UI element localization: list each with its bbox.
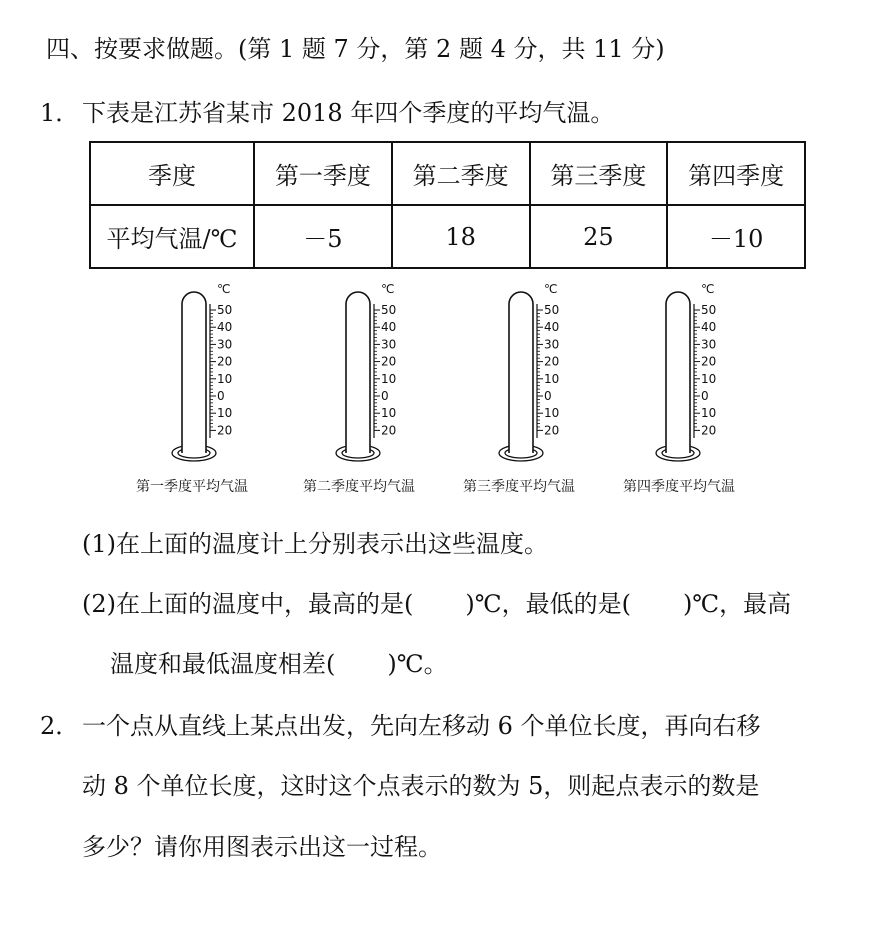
thermometer-caption-4: 第四季度平均气温	[623, 479, 735, 495]
tick-label: 30	[701, 337, 717, 352]
tick-label: 0	[544, 389, 552, 403]
thermometer-tube	[182, 292, 206, 453]
table-row	[90, 205, 805, 268]
table-row	[90, 142, 805, 205]
tick-label: 10	[381, 406, 397, 421]
table-header-label: 季度	[90, 142, 254, 205]
part-2-text-e: )℃。	[387, 650, 448, 678]
thermometer-1[interactable]	[170, 280, 290, 470]
thermometer-tube	[509, 292, 533, 453]
thermometer-tube	[666, 292, 690, 453]
tick-label: 10	[544, 406, 560, 421]
question-1-part-1: (1)在上面的温度计上分别表示出这些温度。	[82, 530, 548, 558]
tick-label: 10	[217, 406, 233, 421]
part-2-text-d: 温度和最低温度相差(	[110, 650, 336, 678]
tick-label: 20	[217, 423, 233, 438]
question-1-text: 下表是江苏省某市 2018 年四个季度的平均气温。	[82, 99, 615, 127]
thermometer-tube	[346, 292, 370, 453]
tick-label: 20	[544, 354, 560, 369]
tick-label: 20	[701, 354, 717, 369]
part-2-text-c: )℃，最高	[682, 590, 792, 618]
tick-label: 50	[217, 303, 233, 317]
tick-label: 10	[544, 371, 560, 386]
tick-label: 40	[217, 320, 233, 335]
part-2-text-b: )℃，最低的是(	[465, 590, 631, 618]
tick-label: 20	[544, 423, 560, 438]
thermometer-caption-1: 第一季度平均气温	[136, 479, 248, 495]
tick-label: 30	[381, 337, 397, 352]
table-cell-quarter-2: 第二季度	[392, 142, 530, 205]
table-row-label: 平均气温/℃	[90, 205, 254, 268]
tick-label: 20	[381, 354, 397, 369]
part-2-text-a: (2)在上面的温度中，最高的是(	[82, 590, 414, 618]
tick-label: 10	[381, 371, 397, 386]
thermometer-graphic	[497, 280, 617, 470]
temperature-table	[89, 141, 806, 269]
question-2-line-1: 一个点从直线上某点出发，先向左移动 6 个单位长度，再向右移	[82, 712, 761, 740]
tick-label: 50	[701, 303, 717, 317]
question-2-line-2: 动 8 个单位长度，这时这个点表示的数为 5，则起点表示的数是	[82, 772, 760, 800]
tick-label: 40	[701, 320, 717, 335]
thermometer-3[interactable]	[497, 280, 617, 470]
tick-label: 0	[381, 389, 389, 403]
thermometer-graphic	[654, 280, 774, 470]
table-cell-temp-4: －10	[667, 205, 805, 268]
tick-label: 0	[701, 389, 709, 403]
tick-label: 50	[381, 303, 397, 317]
thermometer-unit-label: ℃	[544, 282, 558, 296]
question-2-number: 2．	[40, 712, 80, 740]
question-1-part-2-line-2	[110, 649, 448, 679]
tick-label: 0	[217, 389, 225, 403]
thermometer-graphic	[334, 280, 454, 470]
table-cell-quarter-1: 第一季度	[254, 142, 392, 205]
question-2-line-3: 多少？请你用图表示出这一过程。	[82, 833, 442, 861]
tick-label: 50	[544, 303, 560, 317]
tick-label: 10	[217, 371, 233, 386]
thermometer-unit-label: ℃	[381, 282, 395, 296]
thermometer-unit-label: ℃	[217, 282, 231, 296]
tick-label: 10	[701, 406, 717, 421]
tick-label: 40	[381, 320, 397, 335]
tick-label: 30	[544, 337, 560, 352]
thermometer-caption-2: 第二季度平均气温	[303, 479, 415, 495]
tick-label: 20	[217, 354, 233, 369]
question-1-part-2-line-1	[82, 589, 791, 619]
thermometer-graphic	[170, 280, 290, 470]
table-cell-quarter-4: 第四季度	[667, 142, 805, 205]
tick-label: 40	[544, 320, 560, 335]
question-1-number: 1．	[40, 99, 80, 127]
table-cell-temp-1: －5	[254, 205, 392, 268]
tick-label: 20	[381, 423, 397, 438]
table-cell-quarter-3: 第三季度	[530, 142, 668, 205]
table-cell-temp-3: 25	[530, 205, 668, 268]
thermometer-caption-3: 第三季度平均气温	[463, 479, 575, 495]
table-cell-temp-2: 18	[392, 205, 530, 268]
thermometer-unit-label: ℃	[701, 282, 715, 296]
tick-label: 30	[217, 337, 233, 352]
thermometer-4[interactable]	[654, 280, 774, 470]
thermometer-2[interactable]	[334, 280, 454, 470]
tick-label: 10	[701, 371, 717, 386]
section-heading: 四、按要求做题。(第 1 题 7 分，第 2 题 4 分，共 11 分)	[46, 35, 665, 63]
tick-label: 20	[701, 423, 717, 438]
